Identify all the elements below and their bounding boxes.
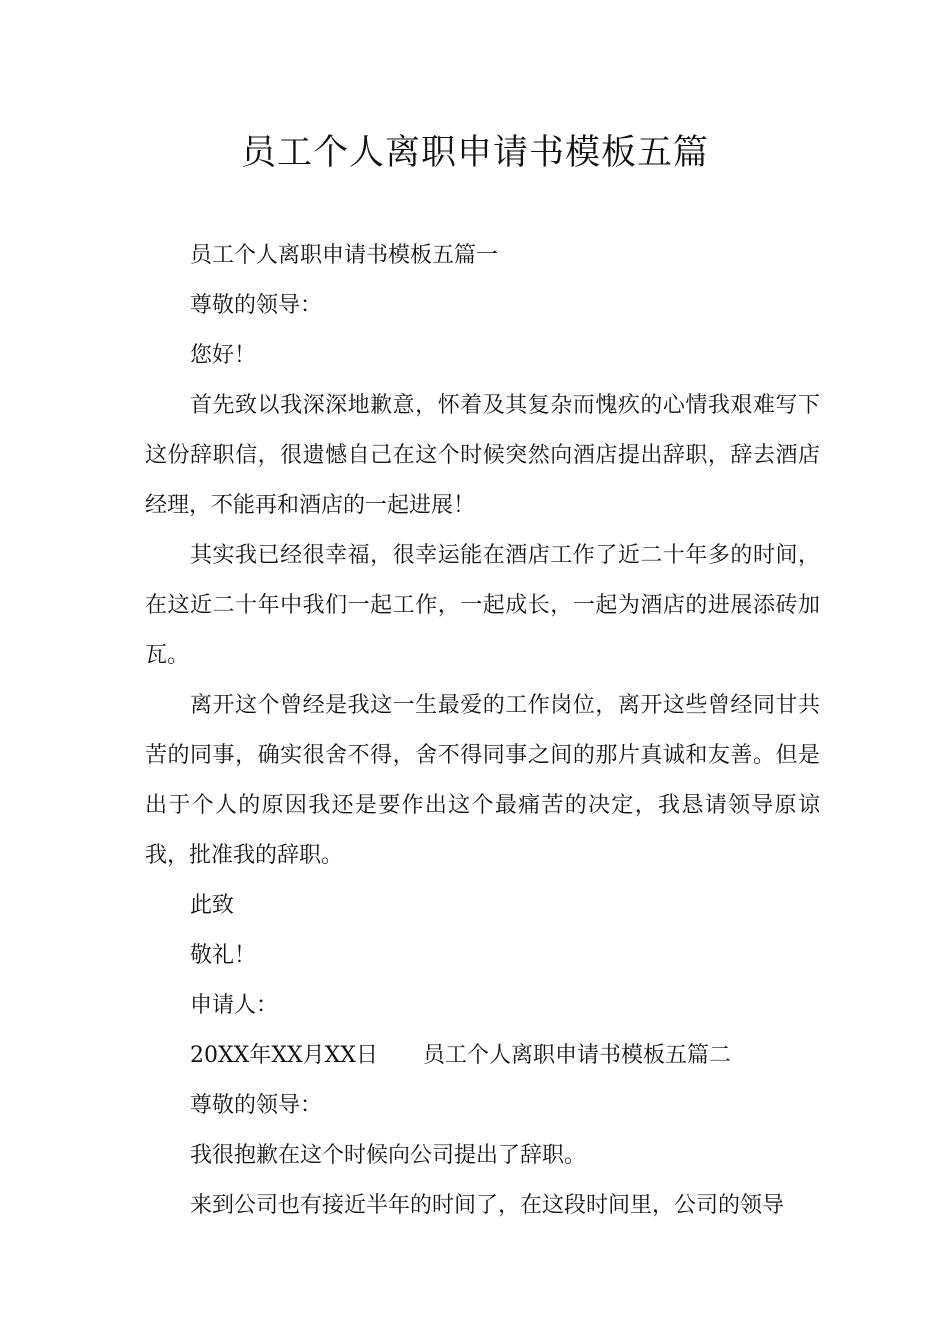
body-paragraph-2: 其实我已经很幸福，很幸运能在酒店工作了近二十年多的时间，在这近二十年中我们一起工作，一起成长，一起为酒店的进展添砖加瓦。 <box>145 543 820 668</box>
section-heading-1: 员工个人离职申请书模板五篇一 <box>190 243 499 268</box>
document-title: 员工个人离职申请书模板五篇 <box>240 133 709 173</box>
salutation: 尊敬的领导： <box>190 293 323 318</box>
greeting: 您好！ <box>190 343 257 368</box>
body-paragraph-4: 我很抱歉在这个时候向公司提出了辞职。 <box>190 1143 587 1168</box>
date-text: 20XX年XX月XX日 <box>190 1043 378 1068</box>
body-paragraph-5: 来到公司也有接近半年的时间了，在这段时间里，公司的领导 <box>190 1193 785 1218</box>
date-line <box>145 1031 820 1081</box>
document-body <box>145 231 820 1231</box>
salutation-2: 尊敬的领导： <box>190 1093 323 1118</box>
body-paragraph-1: 首先致以我深深地歉意，怀着及其复杂而愧疚的心情我艰难写下这份辞职信，很遗憾自己在这个时候突然向酒店提出辞职，辞去酒店经理，不能再和酒店的一起进展！ <box>145 393 820 518</box>
applicant-label: 申请人： <box>190 993 279 1018</box>
closing-2: 敬礼！ <box>190 943 257 968</box>
body-paragraph-3: 离开这个曾经是我这一生最爱的工作岗位，离开这些曾经同甘共苦的同事，确实很舍不得，舍不得同事之间的那片真诚和友善。但是出于个人的原因我还是要作出这个最痛苦的决定，我恳请领导原谅我，批准我的辞职。 <box>145 693 820 868</box>
closing-1: 此致 <box>190 893 235 918</box>
section-heading-2: 员工个人离职申请书模板五篇二 <box>422 1043 731 1068</box>
